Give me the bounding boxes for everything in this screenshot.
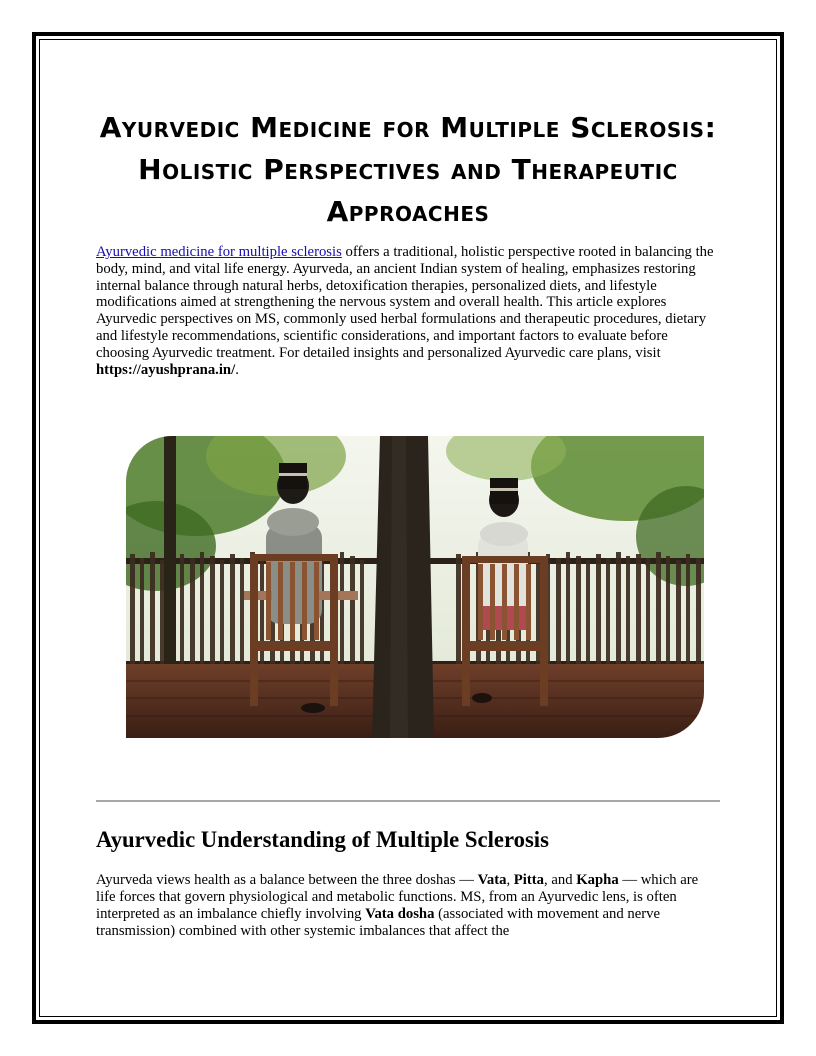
para-text-1: Ayurveda views health as a balance between the three doshas — xyxy=(96,872,478,888)
vata-term: Vata xyxy=(477,872,507,888)
vata-dosha-term: Vata dosha xyxy=(365,906,435,922)
para-text-3: (associated with movement and nerve transmission) combined with other systemic imbalances that affect the xyxy=(96,906,660,939)
para-text-2: — which are life forces that govern physiological and metabolic functions. MS, from an Ayurvedic lens, is often interpreted as an imbalance chiefly involving xyxy=(96,872,699,922)
site-url: https://ayushprana.in/ xyxy=(96,361,236,378)
ayurvedic-ms-link[interactable]: Ayurvedic medicine for multiple sclerosis xyxy=(96,244,342,260)
horizontal-rule xyxy=(96,800,720,802)
kapha-term: Kapha xyxy=(576,872,619,888)
pitta-term: Pitta xyxy=(513,872,544,888)
section-heading: Ayurvedic Understanding of Multiple Sclerosis xyxy=(96,827,549,852)
intro-end: . xyxy=(235,361,239,378)
para-sep-1: , xyxy=(506,872,514,888)
section-paragraph xyxy=(96,872,720,940)
retreat-photo xyxy=(126,436,704,738)
document-title: Ayurvedic Medicine for Multiple Sclerosis: Holistic Perspectives and Therapeutic Approaches xyxy=(99,111,717,228)
retreat-photo-illustration xyxy=(126,436,704,738)
intro-paragraph xyxy=(96,244,720,378)
intro-text: offers a traditional, holistic perspective rooted in balancing the body, mind, and vital life energy. Ayurveda, an ancient Indian system of healing, emphasizes restoring internal balance through natural herbs, detoxification therapies, personalized diets, and lifestyle modifications aimed at strengthening the nervous system and overall health. This article explores Ayurvedic perspectives on MS, commonly used herbal formulations and therapeutic procedures, dietary and lifestyle recommendations, scientific considerations, and important factors to evaluate before choosing Ayurvedic treatment. For detailed insights and personalized Ayurvedic care plans, visit xyxy=(96,244,714,361)
para-sep-2: , and xyxy=(543,872,577,888)
